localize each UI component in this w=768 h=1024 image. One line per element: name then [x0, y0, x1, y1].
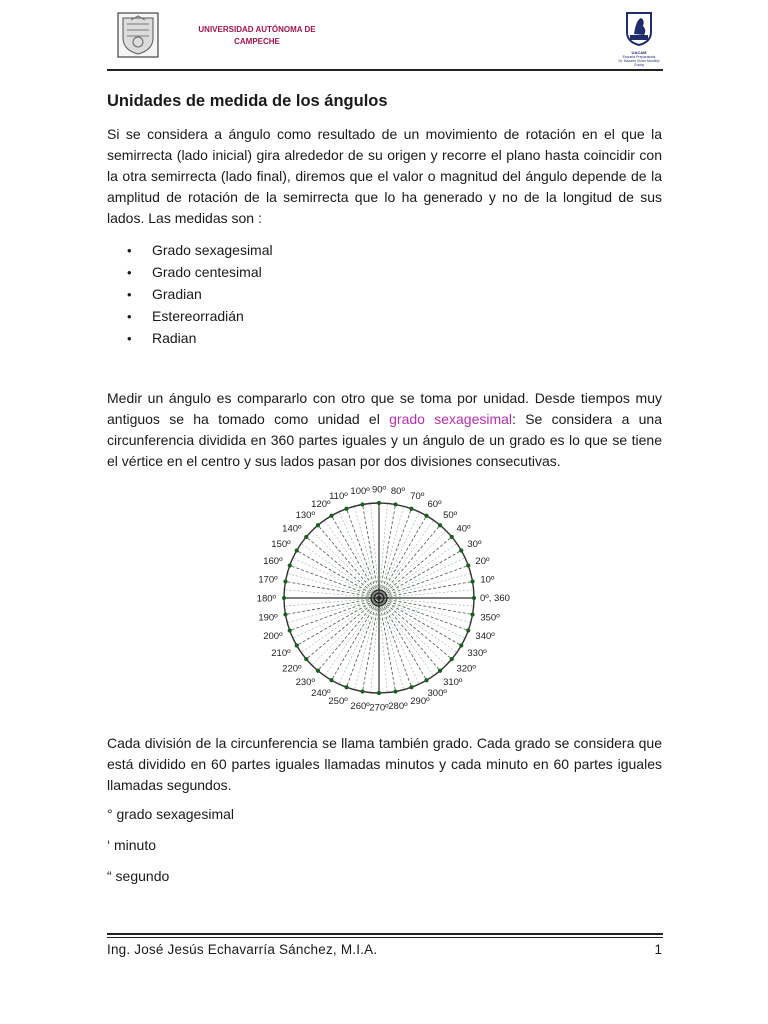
minute-symbol-line: ‘ minuto [107, 837, 157, 853]
degree-label: 330º [467, 648, 487, 659]
units-list [127, 239, 273, 349]
minor-radius-line [379, 506, 404, 598]
minor-radius-line [339, 598, 379, 684]
minor-radius-line [379, 598, 404, 690]
degree-label: 160º [263, 556, 283, 568]
degree-dot [344, 507, 348, 511]
minor-radius-line [379, 598, 465, 638]
degree-label: 140º [282, 523, 302, 535]
degree-label: 180º [256, 593, 276, 605]
page-title: Unidades de medida de los ángulos [107, 92, 388, 110]
degree-dot [393, 502, 397, 506]
degree-dot [459, 548, 463, 552]
grado-sexagesimal-link[interactable]: grado sexagesimal [389, 411, 513, 427]
degree-label: 320º [456, 663, 476, 675]
degree-dot [466, 628, 470, 632]
degree-label: 100º [350, 486, 370, 498]
degree-dot [377, 691, 381, 695]
degree-label: 230º [295, 676, 315, 688]
degree-dot [344, 685, 348, 689]
degree-dot [409, 685, 413, 689]
minor-radius-line [284, 590, 379, 598]
degree-label: 310º [443, 676, 463, 688]
degree-label: 350º [480, 612, 500, 624]
degree-label: 170º [258, 574, 278, 586]
degree-dot [424, 514, 428, 518]
degree-symbol-line: ° grado sexagesimal [107, 806, 234, 822]
footer-divider-thin [107, 937, 663, 938]
second-symbol-line: “ segundo [107, 868, 170, 884]
degree-label: 280º [388, 700, 408, 712]
degree-label: 70º [410, 491, 425, 503]
degree-label: 50º [443, 510, 458, 522]
degree-label: 10º [480, 574, 495, 586]
uacam-logo-icon [624, 10, 654, 46]
degree-dot [283, 579, 287, 583]
degree-label: 250º [328, 695, 348, 707]
degree-label: 80º [390, 486, 405, 498]
degree-dot [466, 563, 470, 567]
university-name: UNIVERSIDAD AUTÓNOMA DE CAMPECHE [198, 25, 316, 46]
degree-label: 40º [456, 523, 471, 535]
degree-label: 150º [271, 539, 291, 550]
degree-dot [329, 678, 333, 682]
school-name: UACAM Escuela Preparatoria Dr. Nazario Víctor Montejo Godoy [618, 50, 660, 67]
degree-dot [438, 523, 442, 527]
degree-dot [424, 678, 428, 682]
page-number: 1 [654, 942, 662, 957]
minor-radius-line [379, 590, 474, 598]
degree-dot [329, 514, 333, 518]
minor-radius-line [287, 598, 379, 623]
minor-radius-line [379, 573, 471, 598]
degree-dot [472, 596, 476, 600]
degree-dot [288, 563, 292, 567]
degree-dot [470, 612, 474, 616]
degree-dot [282, 596, 286, 600]
degree-dot [288, 628, 292, 632]
degree-label: 210º [271, 648, 291, 659]
degree-dot [283, 612, 287, 616]
minor-radius-line [379, 558, 465, 598]
degree-label: 30º [467, 539, 482, 550]
degree-dot [295, 548, 299, 552]
degree-dot [470, 579, 474, 583]
page-header [107, 10, 663, 70]
degree-dot [316, 523, 320, 527]
degree-label: 300º [427, 687, 447, 699]
minor-radius-line [379, 598, 474, 606]
division-paragraph: Cada división de la circunferencia se llama también grado. Cada grado se considera que está dividido en 60 partes iguales llamadas minutos y cada minuto en 60 partes iguales llamadas segundos. [107, 735, 662, 793]
degree-label: 20º [475, 556, 490, 568]
list-item: • Radian [127, 330, 197, 346]
degree-label: 220º [282, 663, 302, 675]
degree-label: 130º [295, 510, 315, 522]
degree-label: 260º [350, 700, 370, 712]
degree-label: 110º [329, 491, 348, 503]
list-item: • Grado sexagesimal [127, 242, 273, 258]
minor-radius-line [339, 512, 379, 598]
degree-label: 190º [258, 612, 278, 624]
degree-dot [360, 502, 364, 506]
minor-radius-line [354, 598, 379, 690]
degree-label: 90º [371, 484, 387, 496]
minor-radius-line [379, 503, 387, 598]
minor-radius-line [354, 506, 379, 598]
header-divider [107, 69, 663, 71]
degree-label: 200º [263, 630, 283, 642]
degree-dot [438, 669, 442, 673]
minor-radius-line [287, 573, 379, 598]
degree-dot [304, 657, 308, 661]
university-seal-icon [117, 12, 159, 58]
minor-radius-line [379, 598, 471, 623]
school-logo [615, 10, 663, 67]
degree-dot [459, 643, 463, 647]
degree-dot [393, 689, 397, 693]
minor-radius-line [371, 503, 379, 598]
degree-dot [409, 507, 413, 511]
degree-label: 340º [475, 630, 495, 642]
intro-paragraph: Si se considera a ángulo como resultado de un movimiento de rotación en el que la semirrecta (lado inicial) gira alrededor de su origen y recorre el plano hasta coincidir con la otra semirrecta (lado final), diremos que el valor o magnitud del ángulo depende de la amplitud de rotación de la semirrecta que lo ha generado y no de la longitud de sus lados. Las medidas son : [107, 126, 662, 226]
degree-label: 290º [410, 695, 430, 707]
minor-radius-line [293, 558, 379, 598]
center-dot [377, 596, 381, 600]
minor-radius-line [379, 512, 419, 598]
degree-dot [304, 535, 308, 539]
degree-label: 60º [427, 499, 442, 511]
measurement-paragraph: Medir un ángulo es compararlo con otro que se toma por unidad. Desde tiempos muy antiguos se ha tomado como unidad el grado sexagesimal: Se considera a una circunferencia dividida en 360 partes iguales y un ángulo de un grado es lo que se tiene el vértice en el centro y sus lados pasan por dos divisiones consecutivas. [107, 390, 663, 469]
footer-divider [107, 933, 663, 935]
degree-label: 120º [311, 499, 331, 511]
degree-dot [295, 643, 299, 647]
degree-dot [316, 669, 320, 673]
minor-radius-line [371, 598, 379, 693]
list-item: • Grado centesimal [127, 264, 262, 280]
degree-label: 240º [311, 687, 331, 699]
degree-dot [360, 689, 364, 693]
degree-dot [450, 657, 454, 661]
list-item: • Gradian [127, 286, 202, 302]
degree-dot [377, 501, 381, 505]
minor-radius-line [379, 598, 387, 693]
degree-circle-diagram [254, 478, 514, 723]
degree-label: 270º [369, 702, 389, 714]
minor-radius-line [293, 598, 379, 638]
minor-radius-line [379, 598, 419, 684]
degree-dot [450, 535, 454, 539]
degree-label: 0º, 360 [480, 593, 510, 604]
list-item: • Estereorradián [127, 308, 244, 324]
minor-radius-line [284, 598, 379, 606]
footer-author: Ing. José Jesús Echavarría Sánchez, M.I.A. [107, 942, 378, 957]
